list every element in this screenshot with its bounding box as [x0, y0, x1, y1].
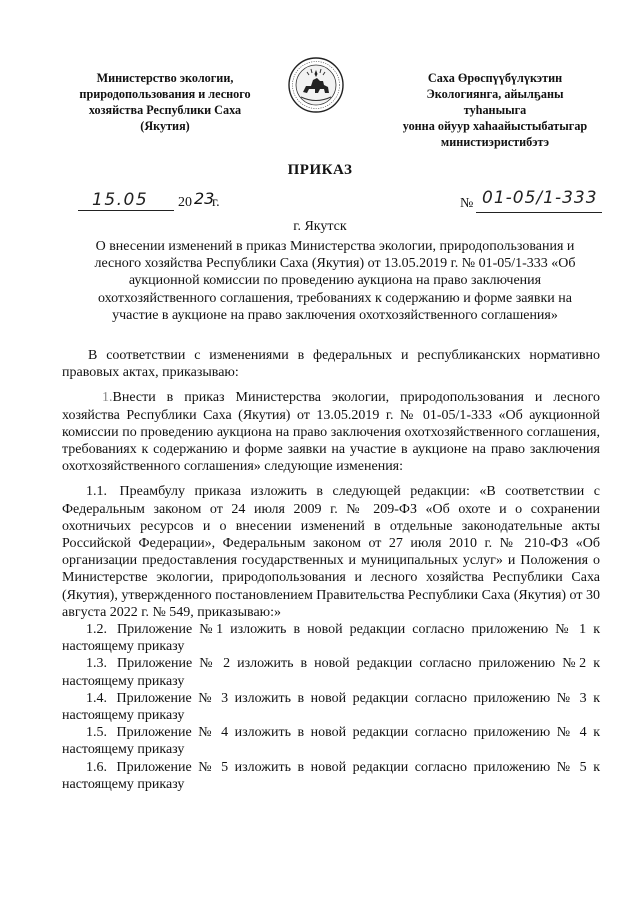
subitem — [62, 690, 600, 724]
subitem-marker: 1.4. — [86, 690, 107, 706]
ministry-name-line: Министерство экологии, — [96, 71, 234, 85]
order-number — [460, 188, 620, 214]
ministry-name-russian — [70, 70, 260, 134]
item-text: Внести в приказ Министерства экологии, природопользования и лесного хозяйства Республики Саха (Якутия) от 13.05.2019 г. № 01-05/1-333 «Об аукционной комиссии по проведению аукциона на право заключения охотхозяйственного соглашения, требованиях к содержанию и форме заявки на участие в аукционе на право заключения охотхозяйственного соглашения» следующие изменения: — [62, 390, 600, 475]
item-1 — [62, 389, 600, 475]
ministry-name-line: министиэристибэтэ — [440, 135, 550, 149]
handwritten-date: 15.05 — [92, 190, 149, 210]
subitem-marker: 1.2. — [86, 622, 107, 638]
order-subject — [70, 238, 600, 324]
ministry-name-yakut — [395, 70, 595, 150]
subitem — [62, 759, 600, 793]
subitem — [62, 483, 600, 621]
ministry-name-line: хозяйства Республики Саха — [88, 103, 242, 117]
subject-line: участие в аукционе на право заключения охотхозяйственного соглашения» — [112, 307, 558, 323]
coat-of-arms-emblem — [287, 56, 345, 114]
subitem-text: Приложение № 4 изложить в новой редакции согласно приложению № 4 к настоящему приказу — [62, 725, 600, 758]
subject-line: О внесении изменений в приказ Министерства экологии, природопользования и — [95, 239, 575, 254]
document-title: ПРИКАЗ — [287, 162, 353, 178]
subitem-text: Приложение № 2 изложить в новой редакции согласно приложению №2 к настоящему приказу — [62, 656, 600, 689]
city: г. Якутск — [293, 219, 347, 234]
ministry-name-line: Экологиянга, айылҕаны туһаныыга — [426, 87, 564, 117]
ministry-name-line: Саха Өрөспүүбүлүкэтин — [427, 71, 563, 85]
intro-paragraph: В соответствии с изменениями в федеральных и республиканских нормативно правовых актах, приказываю: — [62, 348, 600, 381]
handwritten-number: 01-05/1-333 — [482, 188, 598, 208]
order-body — [62, 347, 600, 793]
subitem-marker: 1.5. — [86, 725, 107, 741]
subitem-text: Приложение №1 изложить в новой редакции согласно приложению № 1 к настоящему приказу — [62, 622, 600, 655]
subitem — [62, 724, 600, 758]
order-date — [78, 190, 238, 214]
number-underline — [476, 212, 602, 213]
subitem-text: Преамбулу приказа изложить в следующей редакции: «В соответствии с Федеральным законом от 24 июля 2009 г. № 209-ФЗ «Об охоте и о сохранении охотничьих ресурсов и о внесении изменений в отдельные законодательные акты Российской Федерации», Федеральным законом от 27 июля 2010 г. № 210-ФЗ «Об организации предоставления государственных и муниципальных услуг» и Положения о Министерстве экологии, природопользования и лесного хозяйства Республики Саха (Якутия), утвержденного постановлением Правительства Республики Саха (Якутия) от 30 августа 2022 г. № 549, приказываю:» — [62, 484, 600, 620]
subitem — [62, 655, 600, 689]
subject-line: аукционной комиссии по проведению аукциона на право заключения — [128, 273, 542, 289]
subitem-marker: 1.6. — [86, 759, 107, 775]
ministry-name-line: уонна ойуур хаһаайыстыбатыгар — [402, 119, 588, 133]
ministry-name-line: природопользования и лесного — [79, 87, 251, 101]
date-year-suffix: г. — [212, 195, 220, 210]
number-sign: № — [460, 196, 474, 211]
subitem — [62, 621, 600, 655]
ministry-name-line: (Якутия) — [140, 119, 190, 133]
date-year-prefix: 20 — [178, 195, 192, 210]
handwritten-year: 23 — [194, 189, 215, 208]
subitem-text: Приложение № 5 изложить в новой редакции согласно приложению № 5 к настоящему приказу — [62, 759, 600, 792]
subitem-text: Приложение № 3 изложить в новой редакции согласно приложению № 3 к настоящему приказу — [62, 690, 600, 724]
item-marker: 1. — [102, 390, 113, 406]
subject-line: охотхозяйственного соглашения, требованиях к содержанию и форме заявки на — [98, 290, 572, 306]
subject-line: лесного хозяйства Республики Саха (Якутия) от 13.05.2019 г. № 01-05/1-333 «Об — [94, 256, 576, 272]
date-underline — [78, 210, 174, 211]
subitem-marker: 1.1. — [86, 484, 107, 500]
subitem-marker: 1.3. — [86, 656, 107, 672]
